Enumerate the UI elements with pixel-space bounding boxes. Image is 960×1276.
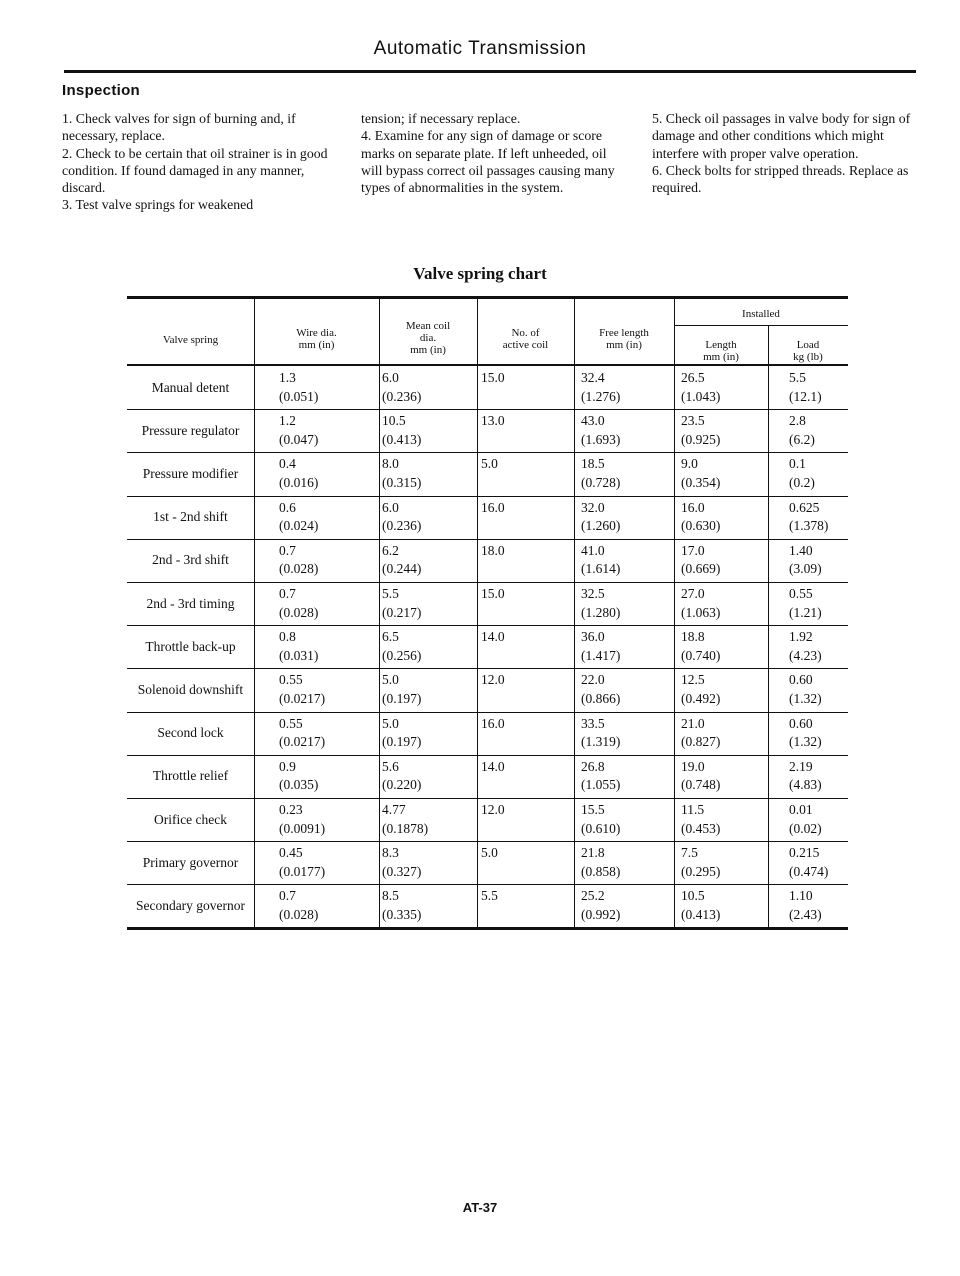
header-active-coil: [477, 327, 574, 351]
metric-value: 10.5: [681, 888, 705, 904]
imperial-value: (0.016): [279, 474, 319, 490]
cell-mean: [382, 887, 477, 924]
header-mean-coil-label: Mean coil: [405, 320, 451, 332]
cell-mean: [382, 801, 477, 838]
metric-value: 1.40: [789, 542, 813, 558]
cell-length: [681, 887, 766, 924]
cell-mean: [382, 715, 477, 752]
cell-free: [581, 887, 671, 924]
metric-value: 7.5: [681, 845, 698, 861]
row-valve-spring-name: Secondary governor: [135, 897, 246, 913]
imperial-value: (0.047): [279, 431, 319, 447]
imperial-value: (0.236): [382, 518, 422, 534]
cell-load: [789, 758, 847, 795]
metric-value: 10.5: [382, 413, 406, 429]
metric-value: 9.0: [681, 456, 698, 472]
cell-wire: [279, 455, 379, 492]
metric-value: 0.9: [279, 758, 296, 774]
section-heading: Inspection: [62, 82, 141, 99]
header-active-coil-label: No. of: [511, 327, 540, 339]
cell-wire: [279, 628, 379, 665]
metric-value: 5.0: [382, 715, 399, 731]
row-valve-spring-name: Manual detent: [151, 379, 230, 395]
column-divider: [379, 296, 380, 927]
header-wire-dia-label: Wire dia.: [296, 327, 337, 339]
header-mean-coil-label-2: dia.: [419, 332, 437, 344]
imperial-value: (1.614): [581, 561, 621, 577]
imperial-value: (0.925): [681, 431, 721, 447]
metric-value: 0.60: [789, 672, 813, 688]
imperial-value: (4.23): [789, 647, 822, 663]
cell-wire: [279, 542, 379, 579]
column-divider: [477, 296, 478, 927]
imperial-value: (1.043): [681, 388, 721, 404]
cell-wire: [279, 844, 379, 881]
metric-value: 41.0: [581, 542, 605, 558]
coil-count-value: 16.0: [481, 499, 505, 515]
inspection-step-6: 6. Check bolts for stripped threads. Replace as required.: [652, 162, 909, 196]
row-valve-spring-name: Second lock: [157, 725, 224, 741]
cell-mean: [382, 542, 477, 579]
page-number: AT-37: [462, 1200, 498, 1215]
coil-count-value: 5.5: [481, 888, 498, 904]
metric-value: 0.6: [279, 499, 296, 515]
cell-mean: [382, 455, 477, 492]
cell-coils: [481, 758, 571, 777]
header-free-length-unit: mm (in): [606, 339, 642, 351]
coil-count-value: 18.0: [481, 542, 505, 558]
metric-value: 43.0: [581, 413, 605, 429]
header-free-length-label: Free length: [599, 327, 649, 339]
cell-wire: [279, 801, 379, 838]
header-valve-spring: Valve spring: [162, 334, 219, 346]
imperial-value: (1.693): [581, 431, 621, 447]
coil-count-value: 12.0: [481, 672, 505, 688]
imperial-value: (2.43): [789, 906, 822, 922]
cell-free: [581, 585, 671, 622]
metric-value: 21.0: [681, 715, 705, 731]
imperial-value: (0.236): [382, 388, 422, 404]
imperial-value: (0.028): [279, 604, 319, 620]
cell-length: [681, 801, 766, 838]
cell-wire: [279, 585, 379, 622]
inspection-column-2: [361, 110, 627, 196]
inspection-step-5: 5. Check oil passages in valve body for sign of damage and other conditions which might interfere with proper valve operation.: [652, 111, 911, 161]
metric-value: 0.55: [279, 672, 303, 688]
metric-value: 33.5: [581, 715, 605, 731]
inspection-step-3: 3. Test valve springs for weakened: [62, 197, 254, 213]
imperial-value: (0.024): [279, 518, 319, 534]
metric-value: 0.45: [279, 845, 303, 861]
imperial-value: (6.2): [789, 431, 815, 447]
column-divider: [574, 296, 575, 927]
imperial-value: (0.858): [581, 863, 621, 879]
metric-value: 2.8: [789, 413, 806, 429]
metric-value: 6.2: [382, 542, 399, 558]
cell-wire: [279, 758, 379, 795]
imperial-value: (12.1): [789, 388, 822, 404]
cell-length: [681, 542, 766, 579]
metric-value: 0.55: [279, 715, 303, 731]
cell-mean: [382, 628, 477, 665]
cell-coils: [481, 887, 571, 906]
imperial-value: (0.866): [581, 690, 621, 706]
cell-mean: [382, 671, 477, 708]
inspection-step-3-cont: tension; if necessary replace.: [361, 111, 521, 126]
metric-value: 32.0: [581, 499, 605, 515]
imperial-value: (0.315): [382, 474, 422, 490]
row-valve-spring-name: Primary governor: [142, 854, 239, 870]
metric-value: 6.0: [382, 499, 399, 515]
coil-count-value: 12.0: [481, 802, 505, 817]
imperial-value: (1.32): [789, 734, 822, 750]
metric-value: 0.8: [279, 629, 296, 645]
header-load-label: Load: [796, 339, 820, 351]
metric-value: 1.2: [279, 413, 296, 429]
inspection-step-2: 2. Check to be certain that oil strainer is in good condition. If found damaged in any manner, discard.: [62, 145, 328, 196]
metric-value: 0.55: [789, 586, 813, 601]
cell-length: [681, 412, 766, 449]
metric-value: 23.5: [681, 413, 705, 429]
cell-free: [581, 455, 671, 492]
cell-free: [581, 758, 671, 795]
cell-free: [581, 715, 671, 752]
metric-value: 32.5: [581, 586, 605, 601]
metric-value: 15.5: [581, 802, 605, 817]
cell-length: [681, 844, 766, 881]
cell-coils: [481, 369, 571, 388]
coil-count-value: 14.0: [481, 629, 505, 645]
imperial-value: (0.335): [382, 906, 422, 922]
metric-value: 5.0: [382, 672, 399, 688]
row-valve-spring-name: Pressure modifier: [142, 465, 239, 481]
metric-value: 32.4: [581, 370, 605, 385]
metric-value: 12.5: [681, 672, 705, 688]
metric-value: 8.5: [382, 888, 399, 904]
metric-value: 0.1: [789, 456, 806, 472]
cell-coils: [481, 671, 571, 690]
header-installed-length: [674, 339, 768, 363]
metric-value: 27.0: [681, 586, 705, 601]
imperial-value: (0.413): [681, 906, 721, 922]
metric-value: 5.5: [789, 370, 806, 385]
imperial-value: (0.630): [681, 518, 721, 534]
cell-length: [681, 758, 766, 795]
page-title: Automatic Transmission: [373, 38, 587, 59]
imperial-value: (0.197): [382, 734, 422, 750]
header-mean-coil: [379, 320, 477, 356]
column-divider: [674, 296, 675, 927]
metric-value: 8.3: [382, 845, 399, 861]
metric-value: 36.0: [581, 629, 605, 645]
cell-length: [681, 369, 766, 406]
cell-coils: [481, 801, 571, 820]
metric-value: 6.5: [382, 629, 399, 645]
inspection-column-1: [62, 110, 340, 214]
imperial-value: (0.827): [681, 734, 721, 750]
cell-coils: [481, 455, 571, 474]
metric-value: 17.0: [681, 542, 705, 558]
imperial-value: (0.354): [681, 474, 721, 490]
metric-value: 0.60: [789, 715, 813, 731]
metric-value: 11.5: [681, 802, 705, 817]
cell-coils: [481, 844, 571, 863]
imperial-value: (0.244): [382, 561, 422, 577]
inspection-step-4: 4. Examine for any sign of damage or score marks on separate plate. If left unheeded, oil will bypass correct oil passages causing many types of abnormalities in the system.: [361, 128, 615, 196]
cell-load: [789, 801, 847, 838]
imperial-value: (1.276): [581, 388, 621, 404]
imperial-value: (0.2): [789, 474, 815, 490]
header-active-coil-label-2: active coil: [502, 339, 549, 351]
cell-coils: [481, 628, 571, 647]
imperial-value: (0.02): [789, 820, 822, 836]
cell-load: [789, 844, 847, 881]
imperial-value: (0.217): [382, 604, 422, 620]
cell-load: [789, 585, 847, 622]
header-installed: Installed: [742, 308, 780, 320]
header-installed-load: [768, 339, 848, 363]
cell-free: [581, 499, 671, 536]
imperial-value: (0.0091): [279, 820, 326, 836]
row-valve-spring-name: Throttle back-up: [145, 638, 236, 654]
header-load-unit: kg (lb): [793, 351, 823, 363]
row-valve-spring-name: 2nd - 3rd shift: [152, 552, 229, 568]
cell-length: [681, 455, 766, 492]
cell-free: [581, 542, 671, 579]
cell-mean: [382, 499, 477, 536]
imperial-value: (1.055): [581, 777, 621, 793]
cell-length: [681, 628, 766, 665]
cell-load: [789, 715, 847, 752]
imperial-value: (0.295): [681, 863, 721, 879]
imperial-value: (0.728): [581, 474, 621, 490]
cell-free: [581, 844, 671, 881]
coil-count-value: 5.0: [481, 456, 498, 472]
metric-value: 26.8: [581, 758, 605, 774]
metric-value: 16.0: [681, 499, 705, 515]
cell-load: [789, 542, 847, 579]
metric-value: 0.7: [279, 586, 296, 601]
imperial-value: (0.492): [681, 690, 721, 706]
imperial-value: (0.256): [382, 647, 422, 663]
cell-load: [789, 887, 847, 924]
metric-value: 1.92: [789, 629, 813, 645]
metric-value: 0.7: [279, 542, 296, 558]
header-rule: [64, 70, 916, 73]
cell-load: [789, 369, 847, 406]
metric-value: 0.625: [789, 499, 820, 515]
imperial-value: (0.028): [279, 906, 319, 922]
metric-value: 25.2: [581, 888, 605, 904]
cell-free: [581, 801, 671, 838]
header-free-length: [574, 327, 674, 351]
imperial-value: (4.83): [789, 777, 822, 793]
row-valve-spring-name: 2nd - 3rd timing: [146, 595, 235, 611]
imperial-value: (0.028): [279, 561, 319, 577]
row-valve-spring-name: Throttle relief: [152, 768, 229, 784]
coil-count-value: 14.0: [481, 758, 505, 774]
imperial-value: (0.035): [279, 777, 319, 793]
metric-value: 6.0: [382, 370, 399, 385]
imperial-value: (1.417): [581, 647, 621, 663]
cell-length: [681, 585, 766, 622]
cell-load: [789, 499, 847, 536]
metric-value: 2.19: [789, 758, 813, 774]
imperial-value: (1.063): [681, 604, 721, 620]
metric-value: 4.77: [382, 802, 406, 817]
imperial-value: (0.0217): [279, 734, 326, 750]
table-top-rule: [127, 296, 848, 299]
imperial-value: (1.32): [789, 690, 822, 706]
row-valve-spring-name: Orifice check: [153, 811, 228, 827]
metric-value: 0.01: [789, 802, 813, 817]
cell-free: [581, 412, 671, 449]
cell-mean: [382, 585, 477, 622]
metric-value: 5.6: [382, 758, 399, 774]
cell-load: [789, 412, 847, 449]
header-length-unit: mm (in): [703, 351, 739, 363]
cell-coils: [481, 715, 571, 734]
metric-value: 0.4: [279, 456, 296, 472]
imperial-value: (0.0217): [279, 690, 326, 706]
installed-subheader-rule: [674, 325, 848, 326]
imperial-value: (0.669): [681, 561, 721, 577]
imperial-value: (1.260): [581, 518, 621, 534]
imperial-value: (0.220): [382, 777, 422, 793]
cell-mean: [382, 844, 477, 881]
imperial-value: (1.319): [581, 734, 621, 750]
cell-coils: [481, 499, 571, 518]
column-divider: [254, 296, 255, 927]
imperial-value: (0.748): [681, 777, 721, 793]
chart-title: Valve spring chart: [413, 264, 547, 283]
imperial-value: (0.0177): [279, 863, 326, 879]
coil-count-value: 15.0: [481, 586, 505, 601]
cell-wire: [279, 671, 379, 708]
header-wire-dia: [254, 327, 379, 351]
cell-free: [581, 671, 671, 708]
cell-load: [789, 455, 847, 492]
header-length-label: Length: [705, 339, 737, 351]
inspection-column-3: [652, 110, 914, 196]
cell-wire: [279, 887, 379, 924]
metric-value: 18.5: [581, 456, 605, 472]
metric-value: 19.0: [681, 758, 705, 774]
cell-mean: [382, 412, 477, 449]
cell-wire: [279, 715, 379, 752]
imperial-value: (0.992): [581, 906, 621, 922]
valve-spring-table: [127, 296, 848, 926]
row-valve-spring-name: Solenoid downshift: [137, 681, 244, 697]
cell-mean: [382, 369, 477, 406]
metric-value: 0.23: [279, 802, 303, 817]
cell-load: [789, 671, 847, 708]
imperial-value: (0.031): [279, 647, 319, 663]
coil-count-value: 15.0: [481, 370, 505, 385]
imperial-value: (0.413): [382, 431, 422, 447]
imperial-value: (0.474): [789, 863, 829, 879]
imperial-value: (0.453): [681, 820, 721, 836]
imperial-value: (1.378): [789, 518, 829, 534]
coil-count-value: 13.0: [481, 413, 505, 429]
cell-wire: [279, 499, 379, 536]
header-wire-dia-unit: mm (in): [298, 339, 335, 351]
metric-value: 8.0: [382, 456, 399, 472]
metric-value: 26.5: [681, 370, 705, 385]
cell-load: [789, 628, 847, 665]
row-valve-spring-name: 1st - 2nd shift: [153, 509, 228, 525]
imperial-value: (0.1878): [382, 820, 429, 836]
cell-mean: [382, 758, 477, 795]
imperial-value: (0.610): [581, 820, 621, 836]
cell-length: [681, 499, 766, 536]
metric-value: 18.8: [681, 629, 705, 645]
cell-free: [581, 628, 671, 665]
imperial-value: (0.740): [681, 647, 721, 663]
cell-length: [681, 715, 766, 752]
cell-coils: [481, 412, 571, 431]
header-mean-coil-unit: mm (in): [410, 344, 446, 356]
coil-count-value: 16.0: [481, 715, 505, 731]
coil-count-value: 5.0: [481, 845, 498, 861]
imperial-value: (1.280): [581, 604, 621, 620]
imperial-value: (3.09): [789, 561, 822, 577]
imperial-value: (0.327): [382, 863, 422, 879]
metric-value: 0.7: [279, 888, 296, 904]
cell-wire: [279, 369, 379, 406]
imperial-value: (0.197): [382, 690, 422, 706]
metric-value: 5.5: [382, 586, 399, 601]
imperial-value: (0.051): [279, 388, 319, 404]
metric-value: 0.215: [789, 845, 820, 861]
cell-length: [681, 671, 766, 708]
cell-coils: [481, 585, 571, 604]
cell-wire: [279, 412, 379, 449]
metric-value: 21.8: [581, 845, 605, 861]
cell-coils: [481, 542, 571, 561]
cell-free: [581, 369, 671, 406]
metric-value: 22.0: [581, 672, 605, 688]
metric-value: 1.10: [789, 888, 813, 904]
inspection-step-1: 1. Check valves for sign of burning and, if necessary, replace.: [62, 111, 296, 144]
metric-value: 1.3: [279, 370, 296, 385]
row-valve-spring-name: Pressure regulator: [141, 422, 240, 438]
imperial-value: (1.21): [789, 604, 822, 620]
